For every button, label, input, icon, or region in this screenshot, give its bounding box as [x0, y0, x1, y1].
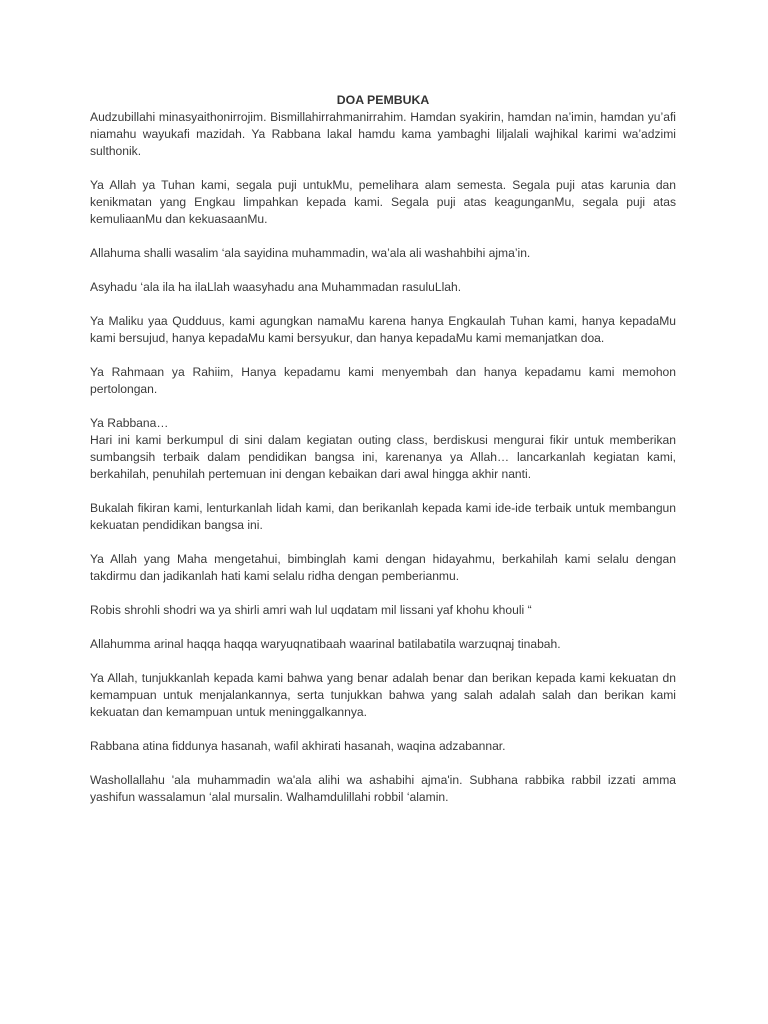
paragraph-opening: Audzubillahi minasyaithonirrojim. Bismillahirrahmanirrahim. Hamdan syakirin, hamdan na’imin, hamdan yu’afi niamahu wayukafi mazidah. Ya Rabbana lakal hamdu kama yambaghi liljalali wajhikal karimi wa’adzimi sulthonik.	[90, 110, 676, 158]
document-title: DOA PEMBUKA	[336, 93, 430, 107]
paragraph-syahadat: Asyhadu ‘ala ila ha ilaLlah waasyhadu ana Muhammadan rasuluLlah.	[90, 280, 462, 294]
paragraph-ya-rabbana: Ya Rabbana…	[90, 416, 169, 430]
paragraph-outing-class: Hari ini kami berkumpul di sini dalam kegiatan outing class, berdiskusi mengurai fikir untuk memberikan sumbangsih terbaik dalam pendidikan bangsa ini, karenanya ya Allah… lancarkanlah kegiatan kami, berkahilah, penuhilah pertemuan ini dengan kebaikan dari awal hingga akhir nanti.	[90, 433, 676, 481]
paragraph-rabbana-atina: Rabbana atina fiddunya hasanah, wafil akhirati hasanah, waqina adzabannar.	[90, 739, 506, 753]
paragraph-allahumma-arinal: Allahumma arinal haqqa haqqa waryuqnatibaah waarinal batilabatila warzuqnaj tinabah.	[90, 637, 561, 651]
paragraph-rahmaan: Ya Rahmaan ya Rahiim, Hanya kepadamu kami menyembah dan hanya kepadamu kami memohon pertolongan.	[90, 365, 676, 396]
document-page	[90, 92, 676, 823]
paragraph-bukalah: Bukalah fikiran kami, lenturkanlah lidah kami, dan berikanlah kepada kami ide-ide terbaik untuk membangun kekuatan pendidikan bangsa ini.	[90, 501, 676, 532]
paragraph-tunjukkanlah: Ya Allah, tunjukkanlah kepada kami bahwa yang benar adalah benar dan berikan kepada kami kekuatan dn kemampuan untuk menjalankannya, serta tunjukkan bahwa yang salah adalah salah dan berikan kami kekuatan dan kemampuan untuk meninggalkannya.	[90, 671, 676, 719]
paragraph-maliku: Ya Maliku yaa Qudduus, kami agungkan namaMu karena hanya Engkaulah Tuhan kami, hanya kepadaMu kami bersujud, hanya kepadaMu kami bersyukur, dan hanya kepadaMu kami memanjatkan doa.	[90, 314, 676, 345]
paragraph-praise: Ya Allah ya Tuhan kami, segala puji untukMu, pemelihara alam semesta. Segala puji atas karunia dan kenikmatan yang Engkau limpahkan kepada kami. Segala puji atas keagunganMu, segala puji atas kemuliaanMu dan kekuasaanMu.	[90, 178, 676, 226]
paragraph-shalawat: Allahuma shalli wasalim ‘ala sayidina muhammadin, wa’ala ali washahbihi ajma’in.	[90, 246, 531, 260]
paragraph-maha-mengetahui: Ya Allah yang Maha mengetahui, bimbinglah kami dengan hidayahmu, berkahilah kami selalu dengan takdirmu dan jadikanlah hati kami selalu ridha dengan pemberianmu.	[90, 552, 676, 583]
paragraph-robis: Robis shrohli shodri wa ya shirli amri wah lul uqdatam mil lissani yaf khohu khouli “	[90, 603, 532, 617]
paragraph-closing: Washollallahu 'ala muhammadin wa'ala alihi wa ashabihi ajma'in. Subhana rabbika rabbil izzati amma yashifun wassalamun ‘alal mursalin. Walhamdulillahi robbil ‘alamin.	[90, 773, 676, 804]
